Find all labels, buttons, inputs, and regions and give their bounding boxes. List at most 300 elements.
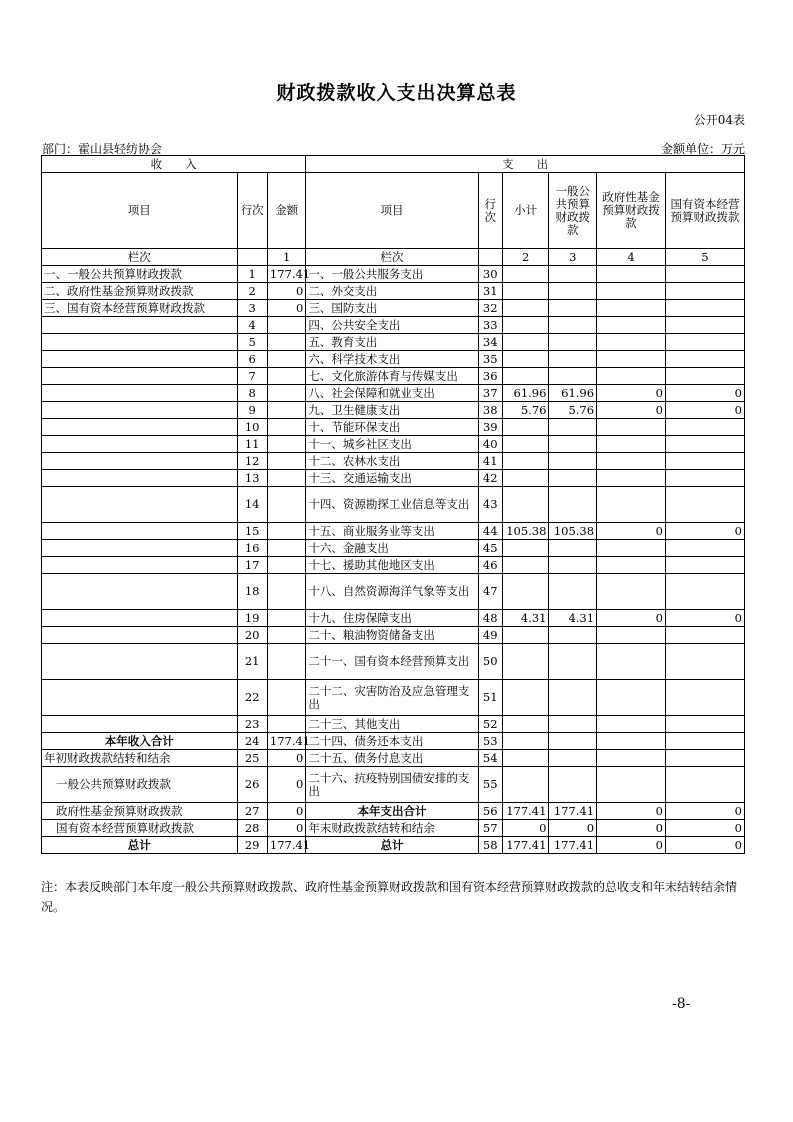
- table-row: [42, 283, 745, 300]
- income-amount: [267, 557, 305, 574]
- state-capital-value: [665, 487, 744, 523]
- table-row: [42, 523, 745, 540]
- expense-line-no: 43: [478, 487, 502, 523]
- income-item: [42, 523, 238, 540]
- general-budget-value: 177.41: [549, 837, 597, 854]
- income-line-no: 23: [237, 716, 267, 733]
- state-capital-value: [665, 716, 744, 733]
- state-capital-value: [665, 733, 744, 750]
- expense-item: 九、卫生健康支出: [306, 402, 478, 419]
- general-budget-header: 一般公共预算财政拨款: [549, 173, 597, 249]
- table-row: [42, 419, 745, 436]
- table-row: [42, 266, 745, 283]
- general-budget-value: [549, 453, 597, 470]
- page-title: 财政拨款收入支出决算总表: [276, 82, 517, 104]
- general-budget-value: [549, 368, 597, 385]
- subtotal-value: [502, 266, 549, 283]
- income-line-no: 28: [237, 820, 267, 837]
- expense-item: 六、科学技术支出: [306, 351, 478, 368]
- state-capital-header: 国有资本经营预算财政拨款: [665, 173, 744, 249]
- income-item: 政府性基金预算财政拨款: [42, 803, 238, 820]
- index-subtotal: 2: [502, 249, 549, 266]
- table-row: [42, 557, 745, 574]
- state-capital-value: 0: [665, 803, 744, 820]
- section-header-row: [42, 156, 745, 173]
- subtotal-value: [502, 540, 549, 557]
- general-budget-value: [549, 317, 597, 334]
- subtotal-value: [502, 574, 549, 610]
- gov-fund-value: 0: [597, 837, 666, 854]
- general-budget-value: 177.41: [549, 803, 597, 820]
- gov-fund-value: [597, 419, 666, 436]
- income-amount: [267, 402, 305, 419]
- subtotal-value: [502, 680, 549, 716]
- index-label-expense: 栏次: [306, 249, 478, 266]
- income-item: [42, 487, 238, 523]
- income-item: [42, 317, 238, 334]
- state-capital-value: [665, 283, 744, 300]
- expense-item: 二十二、灾害防治及应急管理支出: [306, 680, 478, 716]
- expense-item: 十四、资源勘探工业信息等支出: [306, 487, 478, 523]
- state-capital-value: [665, 750, 744, 767]
- subtotal-value: [502, 627, 549, 644]
- state-capital-value: 0: [665, 523, 744, 540]
- table-row: [42, 644, 745, 680]
- income-line-no: 17: [237, 557, 267, 574]
- income-amount: [267, 317, 305, 334]
- table-body: [42, 156, 745, 854]
- income-line-no: 4: [237, 317, 267, 334]
- column-index-row: [42, 249, 745, 266]
- expense-item: 十二、农林水支出: [306, 453, 478, 470]
- subtotal-value: [502, 351, 549, 368]
- subtotal-value: [502, 767, 549, 803]
- general-budget-value: [549, 419, 597, 436]
- expense-line-no: 51: [478, 680, 502, 716]
- index-gov-fund: 4: [597, 249, 666, 266]
- income-line-no: 19: [237, 610, 267, 627]
- income-line-no: 5: [237, 334, 267, 351]
- gov-fund-value: [597, 733, 666, 750]
- expense-item: 十七、援助其他地区支出: [306, 557, 478, 574]
- expense-line-no: 44: [478, 523, 502, 540]
- table-row: [42, 436, 745, 453]
- expense-item: 二十六、抗疫特别国债安排的支出: [306, 767, 478, 803]
- expense-item: 四、公共安全支出: [306, 317, 478, 334]
- state-capital-value: [665, 644, 744, 680]
- gov-fund-value: [597, 453, 666, 470]
- index-amount: 1: [267, 249, 305, 266]
- income-line-no: 16: [237, 540, 267, 557]
- income-item-header: 项目: [42, 173, 238, 249]
- income-line-no: 22: [237, 680, 267, 716]
- subtotal-value: [502, 419, 549, 436]
- table-row: [42, 574, 745, 610]
- income-amount-header: 金额: [267, 173, 305, 249]
- income-line-no: 6: [237, 351, 267, 368]
- expense-line-no: 41: [478, 453, 502, 470]
- table-row: [42, 610, 745, 627]
- gov-fund-value: [597, 436, 666, 453]
- expense-item: 二十一、国有资本经营预算支出: [306, 644, 478, 680]
- subtotal-value: [502, 368, 549, 385]
- income-amount: [267, 574, 305, 610]
- income-amount: [267, 334, 305, 351]
- page-number: -8-: [672, 996, 691, 1012]
- income-line-no: 18: [237, 574, 267, 610]
- expense-section-header: 支 出: [306, 156, 745, 173]
- expense-line-no: 50: [478, 644, 502, 680]
- index-general: 3: [549, 249, 597, 266]
- gov-fund-value: [597, 680, 666, 716]
- state-capital-value: [665, 436, 744, 453]
- subtotal-value: [502, 557, 549, 574]
- general-budget-value: [549, 470, 597, 487]
- income-amount: [267, 644, 305, 680]
- state-capital-value: 0: [665, 385, 744, 402]
- gov-fund-value: [597, 300, 666, 317]
- income-amount: 0: [267, 767, 305, 803]
- income-line-no: 14: [237, 487, 267, 523]
- expense-line-no: 56: [478, 803, 502, 820]
- income-amount: [267, 487, 305, 523]
- income-line-no: 12: [237, 453, 267, 470]
- gov-fund-value: [597, 487, 666, 523]
- general-budget-value: [549, 540, 597, 557]
- income-item: [42, 680, 238, 716]
- income-line-no: 11: [237, 436, 267, 453]
- subtotal-value: [502, 436, 549, 453]
- state-capital-value: [665, 680, 744, 716]
- expense-line-no: 31: [478, 283, 502, 300]
- expense-line-no: 40: [478, 436, 502, 453]
- income-amount: [267, 716, 305, 733]
- income-line-no: 7: [237, 368, 267, 385]
- expense-item: 总计: [306, 837, 478, 854]
- state-capital-value: [665, 453, 744, 470]
- income-item: [42, 540, 238, 557]
- income-line-no: 29: [237, 837, 267, 854]
- subtotal-value: 5.76: [502, 402, 549, 419]
- expense-line-no: 54: [478, 750, 502, 767]
- income-line-no: 2: [237, 283, 267, 300]
- income-line-no: 1: [237, 266, 267, 283]
- gov-fund-value: 0: [597, 820, 666, 837]
- state-capital-value: [665, 767, 744, 803]
- expense-line-no: 42: [478, 470, 502, 487]
- state-capital-value: [665, 334, 744, 351]
- table-row: [42, 317, 745, 334]
- income-item: [42, 574, 238, 610]
- gov-fund-value: [597, 334, 666, 351]
- gov-fund-value: 0: [597, 385, 666, 402]
- table-row: [42, 837, 745, 854]
- income-item: 三、国有资本经营预算财政拨款: [42, 300, 238, 317]
- table-row: [42, 716, 745, 733]
- subtotal-value: [502, 317, 549, 334]
- general-budget-value: [549, 557, 597, 574]
- income-section-header: 收 入: [42, 156, 306, 173]
- income-item: [42, 402, 238, 419]
- expense-item: 一、一般公共服务支出: [306, 266, 478, 283]
- general-budget-value: 0: [549, 820, 597, 837]
- income-amount: 0: [267, 750, 305, 767]
- expense-line-no: 35: [478, 351, 502, 368]
- index-blank-expense: [478, 249, 502, 266]
- income-item: 一般公共预算财政拨款: [42, 767, 238, 803]
- table-row: [42, 803, 745, 820]
- income-line-header: 行次: [237, 173, 267, 249]
- income-line-no: 10: [237, 419, 267, 436]
- income-amount: [267, 540, 305, 557]
- table-row: [42, 750, 745, 767]
- expense-line-no: 36: [478, 368, 502, 385]
- table-row: [42, 368, 745, 385]
- subtotal-value: [502, 334, 549, 351]
- income-line-no: 8: [237, 385, 267, 402]
- expense-item: 二十四、债务还本支出: [306, 733, 478, 750]
- gov-fund-value: [597, 767, 666, 803]
- general-budget-value: [549, 733, 597, 750]
- gov-fund-value: 0: [597, 610, 666, 627]
- income-line-no: 9: [237, 402, 267, 419]
- subtotal-value: [502, 470, 549, 487]
- subtotal-value: 61.96: [502, 385, 549, 402]
- expense-line-no: 37: [478, 385, 502, 402]
- subtotal-value: [502, 300, 549, 317]
- general-budget-value: [549, 283, 597, 300]
- income-item: 一、一般公共预算财政拨款: [42, 266, 238, 283]
- state-capital-value: [665, 540, 744, 557]
- expense-line-no: 45: [478, 540, 502, 557]
- subtotal-value: 0: [502, 820, 549, 837]
- gov-fund-value: [597, 574, 666, 610]
- general-budget-value: [549, 266, 597, 283]
- income-line-no: 21: [237, 644, 267, 680]
- gov-fund-value: 0: [597, 402, 666, 419]
- state-capital-value: 0: [665, 837, 744, 854]
- income-amount: [267, 610, 305, 627]
- expense-line-no: 32: [478, 300, 502, 317]
- table-row: [42, 402, 745, 419]
- expense-line-no: 46: [478, 557, 502, 574]
- gov-fund-value: [597, 283, 666, 300]
- subtotal-value: 177.41: [502, 803, 549, 820]
- gov-fund-value: [597, 750, 666, 767]
- income-amount: [267, 470, 305, 487]
- income-line-no: 24: [237, 733, 267, 750]
- gov-fund-value: [597, 627, 666, 644]
- table-row: [42, 470, 745, 487]
- table-row: [42, 385, 745, 402]
- gov-fund-value: [597, 644, 666, 680]
- subtotal-value: [502, 644, 549, 680]
- expense-item: 五、教育支出: [306, 334, 478, 351]
- income-amount: [267, 680, 305, 716]
- expense-line-no: 53: [478, 733, 502, 750]
- income-line-no: 26: [237, 767, 267, 803]
- gov-fund-value: [597, 368, 666, 385]
- expense-item: 十三、交通运输支出: [306, 470, 478, 487]
- income-line-no: 25: [237, 750, 267, 767]
- amount-unit-label: 金额单位：万元: [660, 142, 745, 156]
- general-budget-value: [549, 680, 597, 716]
- expense-line-no: 34: [478, 334, 502, 351]
- expense-item: 十、节能环保支出: [306, 419, 478, 436]
- general-budget-value: [549, 644, 597, 680]
- income-item: [42, 470, 238, 487]
- state-capital-value: [665, 300, 744, 317]
- expense-line-no: 57: [478, 820, 502, 837]
- gov-fund-header: 政府性基金预算财政拨款: [597, 173, 666, 249]
- state-capital-value: [665, 557, 744, 574]
- income-amount: 177.41: [267, 733, 305, 750]
- income-amount: [267, 351, 305, 368]
- table-row: [42, 733, 745, 750]
- table-row: [42, 334, 745, 351]
- gov-fund-value: [597, 470, 666, 487]
- expense-item: 十五、商业服务业等支出: [306, 523, 478, 540]
- gov-fund-value: [597, 540, 666, 557]
- income-amount: [267, 523, 305, 540]
- subtotal-header: 小计: [502, 173, 549, 249]
- expense-item: 本年支出合计: [306, 803, 478, 820]
- general-budget-value: 105.38: [549, 523, 597, 540]
- expense-line-no: 49: [478, 627, 502, 644]
- subtotal-value: [502, 733, 549, 750]
- state-capital-value: 0: [665, 402, 744, 419]
- expense-item: 十一、城乡社区支出: [306, 436, 478, 453]
- general-budget-value: 4.31: [549, 610, 597, 627]
- subtotal-value: [502, 283, 549, 300]
- expense-line-header: 行次: [478, 173, 502, 249]
- subtotal-value: [502, 487, 549, 523]
- general-budget-value: [549, 436, 597, 453]
- general-budget-value: [549, 716, 597, 733]
- income-item: 总计: [42, 837, 238, 854]
- income-amount: [267, 453, 305, 470]
- general-budget-value: [549, 750, 597, 767]
- income-item: [42, 716, 238, 733]
- gov-fund-value: [597, 317, 666, 334]
- state-capital-value: [665, 574, 744, 610]
- income-amount: 177.41: [267, 266, 305, 283]
- general-budget-value: [549, 767, 597, 803]
- expense-item: 年末财政拨款结转和结余: [306, 820, 478, 837]
- income-amount: 0: [267, 820, 305, 837]
- income-line-no: 20: [237, 627, 267, 644]
- expense-line-no: 30: [478, 266, 502, 283]
- gov-fund-value: [597, 266, 666, 283]
- general-budget-value: [549, 487, 597, 523]
- table-row: [42, 680, 745, 716]
- gov-fund-value: [597, 716, 666, 733]
- expense-item: 二、外交支出: [306, 283, 478, 300]
- subtotal-value: 105.38: [502, 523, 549, 540]
- income-amount: 177.41: [267, 837, 305, 854]
- expense-line-no: 52: [478, 716, 502, 733]
- expense-item-header: 项目: [306, 173, 478, 249]
- expense-item: 二十、粮油物资储备支出: [306, 627, 478, 644]
- income-item: 国有资本经营预算财政拨款: [42, 820, 238, 837]
- state-capital-value: [665, 266, 744, 283]
- form-number: 公开04表: [693, 113, 745, 127]
- expense-item: 八、社会保障和就业支出: [306, 385, 478, 402]
- state-capital-value: [665, 419, 744, 436]
- expense-line-no: 47: [478, 574, 502, 610]
- income-item: [42, 368, 238, 385]
- expense-line-no: 38: [478, 402, 502, 419]
- income-amount: [267, 368, 305, 385]
- gov-fund-value: [597, 557, 666, 574]
- expense-item: 七、文化旅游体育与传媒支出: [306, 368, 478, 385]
- general-budget-value: [549, 574, 597, 610]
- expense-item: 三、国防支出: [306, 300, 478, 317]
- state-capital-value: [665, 317, 744, 334]
- department-label: 部门：霍山县轻纺协会: [42, 142, 163, 156]
- subtotal-value: 4.31: [502, 610, 549, 627]
- expense-item: 二十三、其他支出: [306, 716, 478, 733]
- summary-table: [41, 155, 745, 854]
- table-row: [42, 453, 745, 470]
- expense-line-no: 33: [478, 317, 502, 334]
- subtotal-value: [502, 750, 549, 767]
- income-item: [42, 627, 238, 644]
- income-item: [42, 557, 238, 574]
- income-item: [42, 610, 238, 627]
- general-budget-value: 61.96: [549, 385, 597, 402]
- state-capital-value: [665, 368, 744, 385]
- general-budget-value: 5.76: [549, 402, 597, 419]
- income-amount: 0: [267, 283, 305, 300]
- income-amount: [267, 436, 305, 453]
- index-label: 栏次: [42, 249, 238, 266]
- expense-line-no: 48: [478, 610, 502, 627]
- index-state-capital: 5: [665, 249, 744, 266]
- income-item: [42, 419, 238, 436]
- gov-fund-value: 0: [597, 523, 666, 540]
- expense-item: 十六、金融支出: [306, 540, 478, 557]
- subtotal-value: [502, 453, 549, 470]
- table-note: 注：本表反映部门本年度一般公共预算财政拨款、政府性基金预算财政拨款和国有资本经营预算财政拨款的总收支和年末结转结余情况。: [41, 880, 738, 914]
- income-item: 年初财政拨款结转和结余: [42, 750, 238, 767]
- income-item: [42, 644, 238, 680]
- income-amount: 0: [267, 300, 305, 317]
- state-capital-value: [665, 627, 744, 644]
- table-row: [42, 300, 745, 317]
- table-row: [42, 820, 745, 837]
- column-header-row: [42, 173, 745, 249]
- gov-fund-value: 0: [597, 803, 666, 820]
- table-row: [42, 351, 745, 368]
- gov-fund-value: [597, 351, 666, 368]
- general-budget-value: [549, 351, 597, 368]
- income-item: [42, 436, 238, 453]
- expense-item: 十八、自然资源海洋气象等支出: [306, 574, 478, 610]
- index-blank: [237, 249, 267, 266]
- expense-line-no: 39: [478, 419, 502, 436]
- state-capital-value: 0: [665, 610, 744, 627]
- income-item: [42, 351, 238, 368]
- expense-line-no: 55: [478, 767, 502, 803]
- income-item: 本年收入合计: [42, 733, 238, 750]
- income-amount: [267, 419, 305, 436]
- state-capital-value: [665, 470, 744, 487]
- general-budget-value: [549, 627, 597, 644]
- subtotal-value: 177.41: [502, 837, 549, 854]
- income-amount: [267, 385, 305, 402]
- income-item: [42, 334, 238, 351]
